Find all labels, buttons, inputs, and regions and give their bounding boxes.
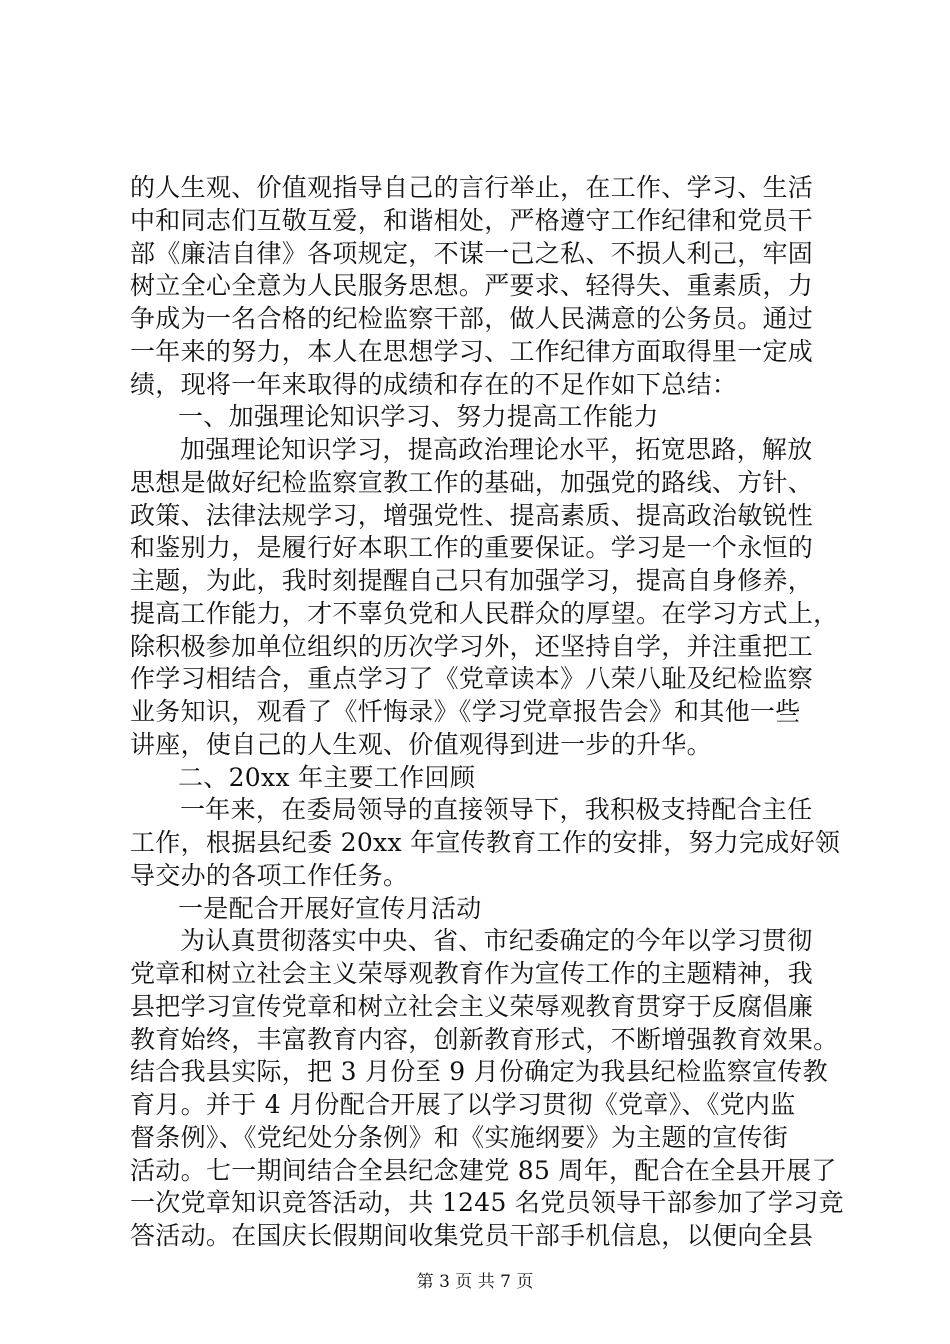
section-heading: 一、加强理论知识学习、努力提高工作能力 <box>178 402 659 432</box>
text-line: 政策、法律法规学习，增强党性、提高素质、提高政治敏锐性 <box>130 500 814 530</box>
paragraph-first-line: 加强理论知识学习，提高政治理论水平，拓宽思路，解放 <box>180 435 813 464</box>
text-line: 一年来的努力，本人在思想学习、工作纪律方面取得里一定成 <box>130 336 814 366</box>
text-line: 提高工作能力，才不辜负党和人民群众的厚望。在学习方式上， <box>130 598 839 628</box>
text-line: 绩，现将一年来取得的成绩和存在的不足作如下总结： <box>130 369 738 399</box>
text-line: 结合我县实际，把 3 月份至 9 月份确定为我县纪检监察宣传教 <box>130 1057 828 1087</box>
text-line: 育月。并于 4 月份配合开展了以学习贯彻《党章》、《党内监 <box>130 1090 796 1119</box>
text-line: 讲座，使自己的人生观、价值观得到进一步的升华。 <box>130 729 712 759</box>
text-line: 教育始终，丰富教育内容，创新教育形式，不断增强教育效果。 <box>130 1024 839 1054</box>
page-number: 第 3 页 共 7 页 <box>416 1272 534 1292</box>
text-line: 的人生观、价值观指导自己的言行举止，在工作、学习、生活 <box>130 173 814 202</box>
text-line: 答活动。在国庆长假期间收集党员干部手机信息，以便向全县 <box>130 1221 814 1250</box>
subsection-heading: 一是配合开展好宣传月活动 <box>178 893 482 923</box>
text-line: 作学习相结合，重点学习了《党章读本》八荣八耻及纪检监察 <box>130 664 814 694</box>
text-line: 一次党章知识竞答活动，共 1245 名党员领导干部参加了学习竞 <box>130 1188 844 1218</box>
text-line: 党章和树立社会主义荣辱观教育作为宣传工作的主题精神，我 <box>130 959 814 988</box>
text-line: 业务知识，观看了《忏悔录》《学习党章报告会》和其他一些 <box>130 697 801 726</box>
paragraph-first-line: 为认真贯彻落实中央、省、市纪委确定的今年以学习贯彻 <box>180 926 813 956</box>
text-line: 活动。七一期间结合全县纪念建党 85 周年，配合在全县开展了 <box>130 1155 837 1185</box>
text-line: 部《廉洁自律》各项规定，不谋一己之私、不损人利己，牢固 <box>130 238 814 268</box>
text-line: 工作，根据县纪委 20xx 年宣传教育工作的安排，努力完成好领 <box>130 828 841 857</box>
text-line: 中和同志们互敬互爱，和谐相处，严格遵守工作纪律和党员干 <box>130 205 814 235</box>
text-line: 树立全心全意为人民服务思想。严要求、轻得失、重素质，力 <box>130 271 814 301</box>
text-line: 思想是做好纪检监察宣教工作的基础，加强党的路线、方针、 <box>130 467 814 497</box>
section-heading: 二、20xx 年主要工作回顾 <box>178 762 476 792</box>
text-line: 导交办的各项工作任务。 <box>130 860 409 890</box>
text-line: 争成为一名合格的纪检监察干部，做人民满意的公务员。通过 <box>130 304 814 333</box>
text-line: 督条例》、《党纪处分条例》和《实施纲要》为主题的宣传街 <box>130 1122 789 1152</box>
text-line: 和鉴别力，是履行好本职工作的重要保证。学习是一个永恒的 <box>130 533 814 563</box>
text-line: 县把学习宣传党章和树立社会主义荣辱观教育贯穿于反腐倡廉 <box>130 991 814 1021</box>
document-body <box>130 172 844 1253</box>
text-line: 主题，为此，我时刻提醒自己只有加强学习，提高自身修养， <box>130 566 814 595</box>
text-line: 除积极参加单位组织的历次学习外，还坚持自学，并注重把工 <box>130 631 814 661</box>
paragraph-first-line: 一年来，在委局领导的直接领导下，我积极支持配合主任 <box>180 795 813 825</box>
